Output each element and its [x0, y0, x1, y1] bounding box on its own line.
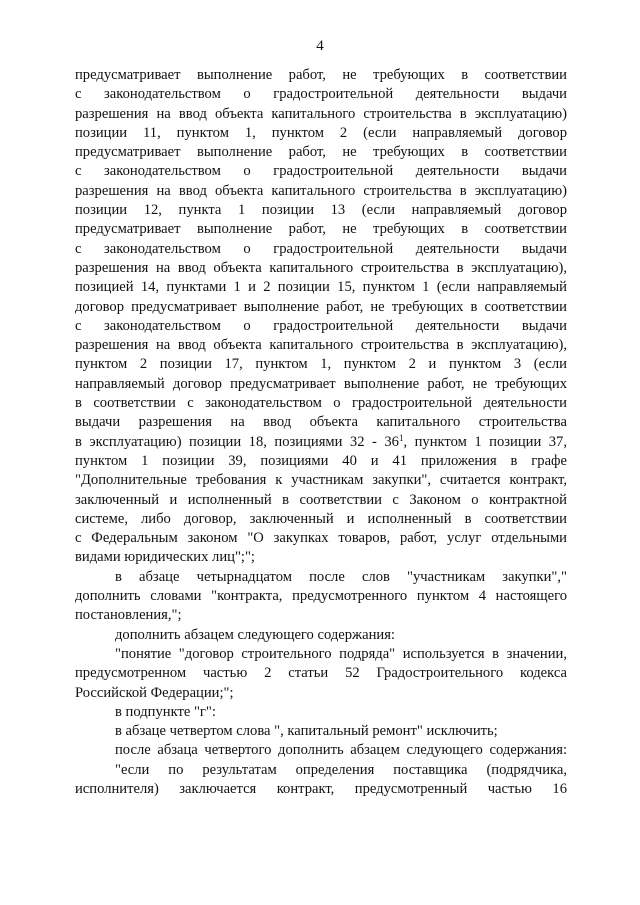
line-text: предусматривает выполнение работ, не требующих в соответствии — [75, 67, 567, 83]
text-line — [75, 182, 567, 201]
text-line — [75, 413, 567, 432]
line-text: видами юридических лиц";"; — [75, 549, 255, 566]
text-line — [75, 568, 567, 587]
text-line — [75, 741, 567, 760]
line-text: с законодательством о градостроительной деятельности выдачи — [75, 86, 567, 103]
text-line — [75, 317, 567, 336]
line-text: предусмотренном частью 2 статьи 52 Градостроительного кодекса — [75, 665, 567, 682]
line-text: постановления,"; — [75, 607, 182, 624]
line-text: позиции 12, пункта 1 позиции 13 (если направляемый договор — [75, 202, 567, 219]
text-line — [75, 375, 567, 394]
page-number: 4 — [316, 38, 324, 54]
line-text: "понятие "договор строительного подряда" используется в значении, — [115, 645, 567, 662]
line-text: в абзаце четырнадцатом после слов "участникам закупки"," — [115, 568, 567, 585]
text-line — [75, 66, 567, 85]
line-text: позицией 14, пунктами 1 и 2 позиции 15, пунктом 1 (если направляемый — [75, 279, 567, 296]
text-line — [75, 703, 567, 722]
line-text: позиции 11, пунктом 1, пунктом 2 (если направляемый договор — [75, 124, 567, 141]
line-text: в подпункте "г": — [115, 703, 216, 720]
line-text: "если по результатам определения поставщика (подрядчика, — [115, 761, 567, 778]
text-line — [75, 278, 567, 297]
text-line — [75, 606, 567, 625]
line-text-tail: , пунктом 1 позиции 37, — [403, 433, 567, 450]
document-body — [75, 66, 567, 799]
text-line — [75, 143, 567, 162]
text-line — [75, 626, 567, 645]
line-text: дополнить словами "контракта, предусмотренного пунктом 4 настоящего — [75, 588, 567, 605]
text-line — [75, 722, 567, 741]
line-text: в абзаце четвертом слова ", капитальный ремонт" исключить; — [115, 723, 498, 740]
line-text: "Дополнительные требования к участникам закупки", считается контракт, — [75, 472, 567, 489]
line-text: с Федеральным законом "О закупках товаров, работ, услуг отдельными — [75, 530, 567, 547]
text-line — [75, 664, 567, 683]
line-text: заключенный и исполненный в соответствии с Законом о контрактной — [75, 491, 567, 508]
text-line — [75, 355, 567, 374]
text-line — [75, 162, 567, 181]
text-line — [75, 529, 567, 548]
line-text: предусматривает выполнение работ, не требующих в соответствии — [75, 144, 567, 161]
text-line — [75, 684, 567, 703]
text-line — [75, 240, 567, 259]
text-line — [75, 336, 567, 355]
line-text: выдачи разрешения на ввод объекта капитального строительства — [75, 414, 567, 431]
text-line — [75, 587, 567, 606]
text-line — [75, 433, 567, 452]
text-line — [75, 491, 567, 510]
line-text: исполнителя) заключается контракт, предусмотренный частью 16 — [75, 780, 567, 797]
text-line — [75, 298, 567, 317]
line-text: в эксплуатацию) позиции 18, позициями 32 - 36 — [75, 433, 399, 450]
line-text: направляемый договор предусматривает выполнение работ, не требующих — [75, 375, 567, 392]
line-text: с законодательством о градостроительной деятельности выдачи — [75, 163, 567, 180]
line-text: разрешения на ввод объекта капитального строительства в эксплуатацию) — [75, 182, 567, 199]
text-line — [75, 548, 567, 567]
line-text: договор предусматривает выполнение работ, не требующих в соответствии — [75, 298, 567, 315]
line-text: после абзаца четвертого дополнить абзацем следующего содержания: — [115, 742, 567, 759]
line-text: системе, либо договор, заключенный и исполненный в соответствии — [75, 510, 567, 527]
text-line — [75, 452, 567, 471]
text-line — [75, 124, 567, 143]
line-text: разрешения на ввод объекта капитального строительства в эксплуатацию), — [75, 259, 567, 276]
text-line — [75, 780, 567, 799]
line-text: дополнить абзацем следующего содержания: — [115, 626, 395, 643]
line-text: Российской Федерации;"; — [75, 684, 234, 701]
superscript: 1 — [398, 432, 404, 443]
text-line — [75, 85, 567, 104]
line-text: пунктом 1 позиции 39, позициями 40 и 41 приложения в графе — [75, 452, 567, 469]
text-line — [75, 105, 567, 124]
line-text: с законодательством о градостроительной деятельности выдачи — [75, 240, 567, 257]
text-line — [75, 471, 567, 490]
line-text: пунктом 2 позиции 17, пунктом 1, пунктом 2 и пунктом 3 (если — [75, 356, 567, 373]
text-line — [75, 761, 567, 780]
line-text: разрешения на ввод объекта капитального строительства в эксплуатацию), — [75, 337, 567, 354]
line-text: предусматривает выполнение работ, не требующих в соответствии — [75, 221, 567, 238]
text-line — [75, 259, 567, 278]
line-text: разрешения на ввод объекта капитального строительства в эксплуатацию) — [75, 105, 567, 122]
text-line — [75, 394, 567, 413]
line-text: с законодательством о градостроительной деятельности выдачи — [75, 317, 567, 334]
text-line — [75, 645, 567, 664]
text-line — [75, 510, 567, 529]
text-line — [75, 201, 567, 220]
text-line — [75, 220, 567, 239]
line-text: в соответствии с законодательством о градостроительной деятельности — [75, 395, 567, 412]
